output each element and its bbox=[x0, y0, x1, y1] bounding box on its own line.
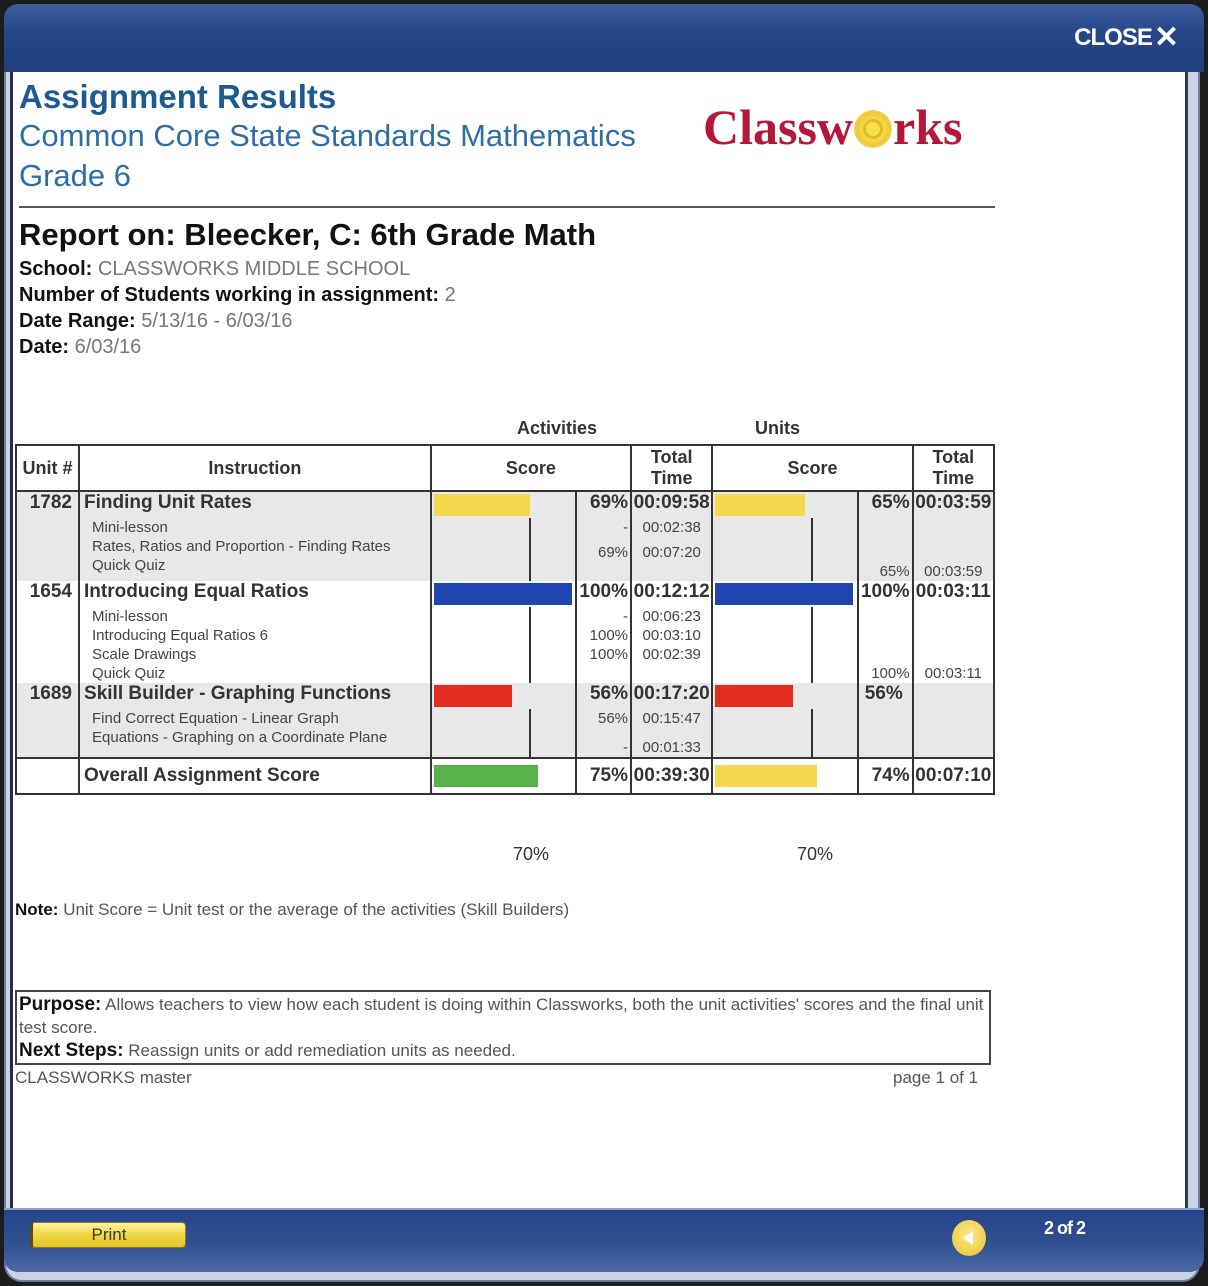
units-group-label: Units bbox=[755, 418, 800, 438]
activity-score: 100% bbox=[576, 581, 631, 607]
activity-sub-time: 00:02:39 bbox=[642, 646, 701, 663]
activity-sub-score: - bbox=[623, 519, 629, 536]
unit-sub-score: 100% bbox=[871, 665, 910, 682]
unit-name: Finding Unit Rates bbox=[79, 491, 431, 518]
unit-score: 100% bbox=[858, 581, 913, 607]
activity-score: 56% bbox=[576, 683, 631, 709]
classworks-logo bbox=[703, 98, 963, 156]
unit-number: 1782 bbox=[16, 491, 79, 518]
report-title: Report on: Bleecker, C: 6th Grade Math bbox=[19, 217, 597, 252]
unit-score-bar bbox=[715, 494, 805, 516]
activity-name: Rates, Ratios and Proportion - Finding Rates bbox=[92, 538, 391, 555]
activity-time: 00:12:12 bbox=[631, 581, 712, 607]
activity-name: Mini-lesson bbox=[92, 519, 168, 536]
activity-sub-time: 00:15:47 bbox=[642, 710, 701, 727]
activity-name: Equations - Graphing on a Coordinate Plane bbox=[92, 729, 388, 746]
activity-name: Quick Quiz bbox=[92, 665, 166, 682]
overall-activity-time: 00:39:30 bbox=[631, 758, 712, 794]
overall-score-row bbox=[16, 758, 994, 794]
activities-threshold: 70% bbox=[513, 844, 550, 864]
table-subrows bbox=[16, 607, 994, 683]
previous-page-button[interactable] bbox=[952, 1220, 986, 1256]
overall-activity-score: 75% bbox=[576, 758, 631, 794]
table-subrows bbox=[16, 709, 994, 758]
activity-score-bar bbox=[434, 685, 512, 707]
school-value: CLASSWORKS MIDDLE SCHOOL bbox=[97, 258, 411, 280]
unit-time bbox=[913, 683, 994, 709]
report-footer-left: CLASSWORKS master bbox=[15, 1068, 192, 1087]
col-header-unit-time: Total Time bbox=[913, 445, 994, 491]
overall-label: Overall Assignment Score bbox=[79, 758, 431, 794]
activity-sub-time: 00:07:20 bbox=[642, 544, 701, 561]
unit-name: Introducing Equal Ratios bbox=[79, 581, 431, 607]
page-number: page 1 of 1 bbox=[893, 1068, 979, 1087]
school-line: School: CLASSWORKS MIDDLE SCHOOL bbox=[19, 258, 411, 280]
col-header-activity-time: Total Time bbox=[631, 445, 712, 491]
unit-sub-time: 00:03:11 bbox=[924, 665, 982, 682]
close-icon: ✕ bbox=[1153, 21, 1178, 54]
activity-sub-score: 100% bbox=[589, 646, 629, 663]
activity-name: Scale Drawings bbox=[92, 646, 197, 663]
report-header bbox=[19, 78, 636, 196]
date-line: Date: 6/03/16 bbox=[19, 336, 142, 358]
overall-activity-bar bbox=[434, 765, 538, 787]
col-header-activity-score: Score bbox=[431, 445, 631, 491]
unit-number: 1654 bbox=[16, 581, 79, 607]
unit-time: 00:03:59 bbox=[913, 491, 994, 518]
activity-time: 00:09:58 bbox=[631, 491, 712, 518]
activity-score-bar bbox=[434, 583, 572, 605]
activity-sub-score: - bbox=[623, 608, 629, 625]
page-indicator: 2 of 2 bbox=[1044, 1218, 1086, 1238]
title-bar bbox=[4, 4, 1204, 72]
print-button[interactable]: Print bbox=[30, 1222, 186, 1248]
unit-time: 00:03:11 bbox=[913, 581, 994, 607]
activity-name: Find Correct Equation - Linear Graph bbox=[92, 710, 339, 727]
unit-score-bar bbox=[715, 685, 793, 707]
date-range-value: 5/13/16 - 6/03/16 bbox=[141, 310, 293, 332]
overall-unit-score: 74% bbox=[858, 758, 913, 794]
activity-name: Mini-lesson bbox=[92, 608, 168, 625]
col-header-instruction: Instruction bbox=[79, 445, 431, 491]
table-header-row bbox=[16, 445, 994, 491]
activity-sub-time: 00:01:33 bbox=[642, 739, 701, 756]
close-label: CLOSE bbox=[1074, 24, 1152, 51]
activity-sub-score: - bbox=[623, 739, 629, 756]
bottom-bar bbox=[4, 1208, 1204, 1272]
activity-score-bar bbox=[434, 494, 530, 516]
header-divider bbox=[19, 206, 995, 208]
report-meta bbox=[19, 256, 456, 360]
activity-sub-score: 56% bbox=[597, 710, 629, 727]
table-row bbox=[16, 491, 994, 518]
table-subrows bbox=[16, 518, 994, 581]
activity-name: Introducing Equal Ratios 6 bbox=[92, 627, 268, 644]
activity-sub-time: 00:03:10 bbox=[642, 627, 701, 644]
activity-score: 69% bbox=[576, 491, 631, 518]
activities-group-label: Activities bbox=[517, 418, 598, 438]
purpose-text: Allows teachers to view how each student is doing within Classworks, both the unit activities' scores and the final unit test score. bbox=[19, 995, 984, 1037]
col-header-unit-score: Score bbox=[712, 445, 912, 491]
report-content bbox=[10, 72, 1188, 1208]
activity-sub-time: 00:06:23 bbox=[642, 608, 701, 625]
overall-unit-time: 00:07:10 bbox=[913, 758, 994, 794]
activity-name: Quick Quiz bbox=[92, 557, 166, 574]
unit-name: Skill Builder - Graphing Functions bbox=[79, 683, 431, 709]
date-value: 6/03/16 bbox=[74, 336, 142, 358]
logo-text-end: rks bbox=[893, 99, 963, 155]
grade-label: Grade 6 bbox=[19, 158, 132, 193]
note-text: Unit Score = Unit test or the average of the activities (Skill Builders) bbox=[63, 900, 570, 919]
unit-number: 1689 bbox=[16, 683, 79, 709]
date-range-line: Date Range: 5/13/16 - 6/03/16 bbox=[19, 310, 293, 332]
activity-sub-score: 100% bbox=[589, 627, 629, 644]
students-line: Number of Students working in assignment: 2 bbox=[19, 284, 456, 306]
next-steps-text: Reassign units or add remediation units as needed. bbox=[128, 1041, 516, 1060]
purpose-box: Purpose: Allows teachers to view how each student is doing within Classworks, both the unit activities' scores and the final unit test score. Next Steps: Reassign units or add remediation units as needed. bbox=[15, 990, 991, 1065]
sun-icon bbox=[854, 110, 892, 148]
table-row bbox=[16, 683, 994, 709]
unit-sub-score: 65% bbox=[879, 563, 910, 580]
unit-score-bar bbox=[715, 583, 853, 605]
col-header-unit: Unit # bbox=[16, 445, 79, 491]
unit-score: 65% bbox=[858, 491, 913, 518]
units-threshold: 70% bbox=[797, 844, 834, 864]
overall-unit-bar bbox=[715, 765, 817, 787]
results-table bbox=[15, 444, 995, 795]
page-title: Assignment Results bbox=[19, 78, 337, 115]
note: Note: Unit Score = Unit test or the average of the activities (Skill Builders) bbox=[15, 900, 570, 919]
standards-subtitle: Common Core State Standards Mathematics bbox=[19, 118, 636, 153]
activity-sub-score: 69% bbox=[597, 544, 629, 561]
activity-time: 00:17:20 bbox=[631, 683, 712, 709]
unit-score: 56% bbox=[858, 683, 913, 709]
table-row bbox=[16, 581, 994, 607]
unit-sub-time: 00:03:59 bbox=[924, 563, 983, 580]
logo-text-start: Classw bbox=[703, 99, 854, 155]
close-button[interactable] bbox=[1074, 21, 1178, 54]
activity-sub-time: 00:02:38 bbox=[642, 519, 701, 536]
students-value: 2 bbox=[444, 284, 456, 306]
